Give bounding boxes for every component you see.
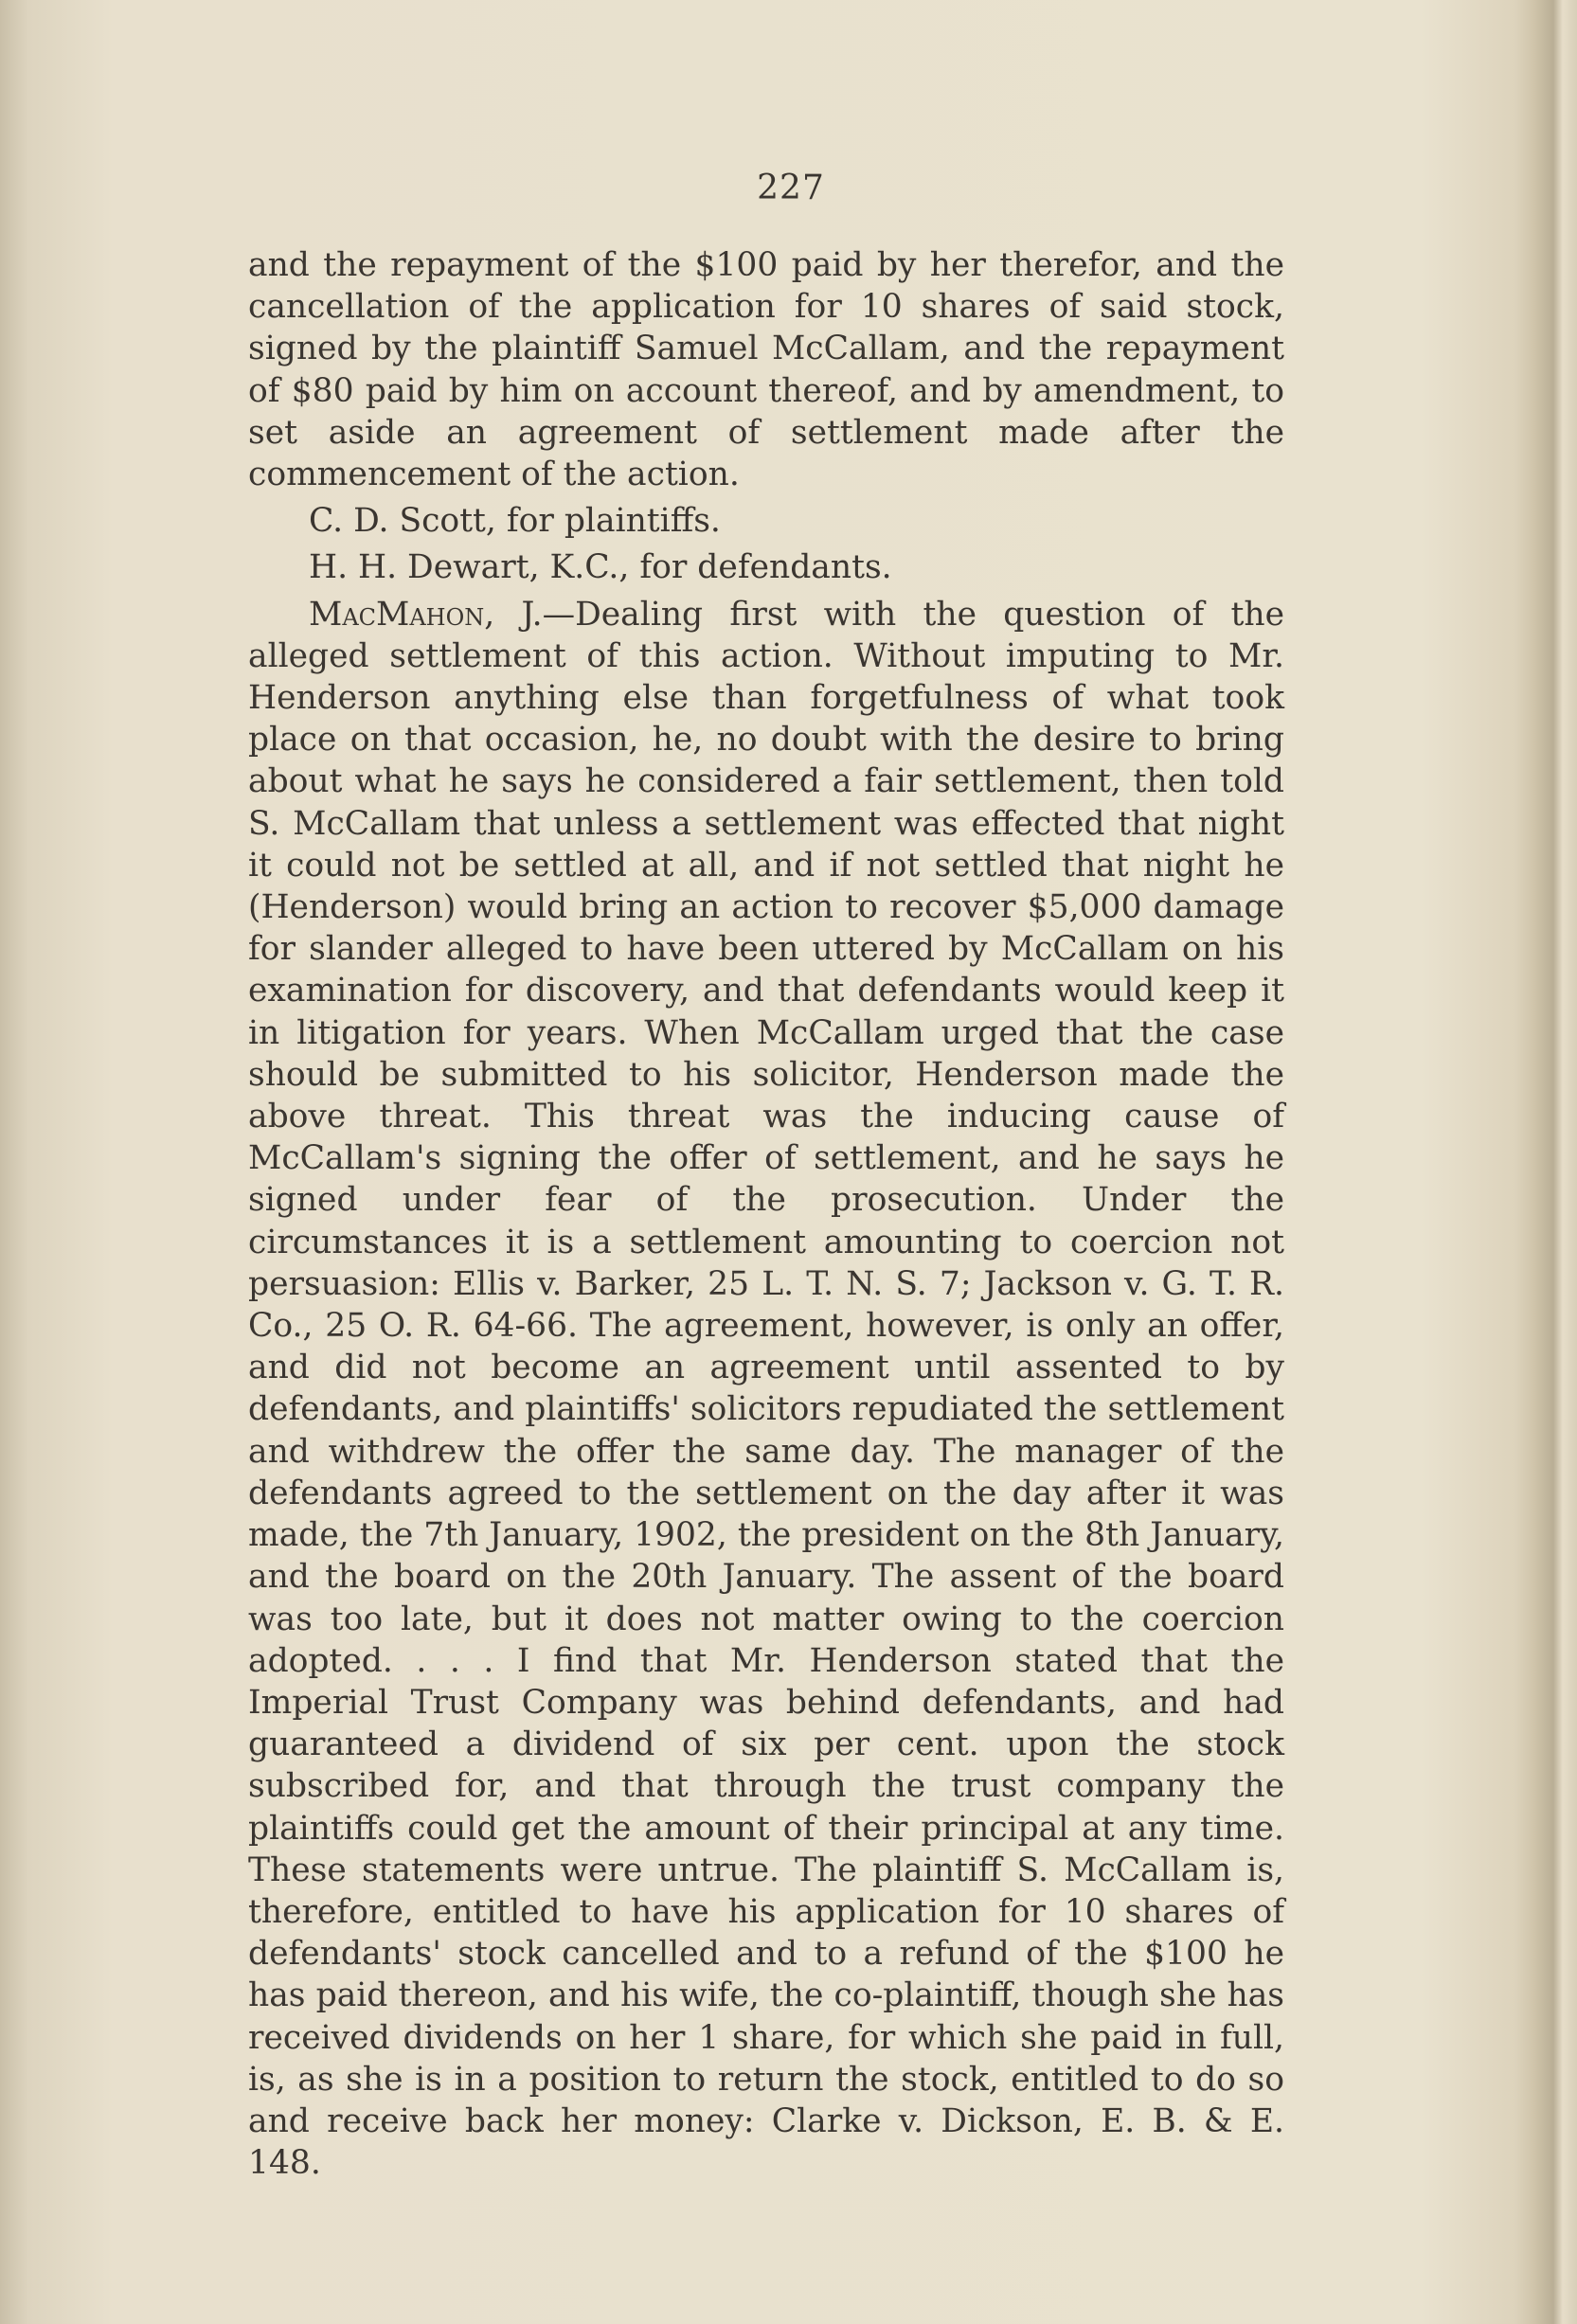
paragraph-counsel-defendants: H. H. Dewart, K.C., for defendants. bbox=[309, 548, 892, 587]
judgment-text: , J.—Dealing first with the question of the alleged settlement of this action. Without imputing to Mr. Henderson anything else than forgetfulness of what took place on that occasion, he, no doubt with the desire to bring about what he says he considered a fair settlement, then told S. McCallam that unless a settlement was effected that night it could not be settled at all, and if not settled that night he (Henderson) would bring an action to recover $5,000 damage for slander alleged to have been uttered by McCallam on his examination for discovery, and that defendants would keep it in litigation for years. When McCallam urged that the case should be submitted to his solicitor, Henderson made the above threat. This threat was the inducing cause of McCallam's signing the offer of settlement, and he says he signed under fear of the prosecution. Under the circumstances it is a settlement amounting to coercion not persuasion: Ellis v. Barker, 25 L. T. N. S. 7; Jackson v. G. T. R. Co., 25 O. R. 64-66. The agreement, however, is only an offer, and did not become an agreement until assented to by defendants, and plaintiffs' solicitors repudiated the settlement and withdrew the offer the same day. The manager of the defendants agreed to the settlement on the day after it was made, the 7th January, 1902, the president on the 8th January, and the board on the 20th January. The assent of the board was too late, but it does not matter owing to the coercion adopted. . . . I find that Mr. Henderson stated that the Imperial Trust Company was behind defendants, and had guaranteed a dividend of six per cent. upon the stock subscribed for, and that through the trust company the plaintiffs could get the amount of their principal at any time. These statements were untrue. The plaintiff S. McCallam is, therefore, entitled to have his application for 10 shares of defendants' stock cancelled and to a refund of the $100 he has paid thereon, and his wife, the co-plaintiff, though she has received dividends on her 1 share, for which she paid in full, is, as she is in a position to return the stock, entitled to do so and receive back her money: Clarke v. Dickson, E. B. & E. 148. bbox=[248, 595, 1284, 2183]
paragraph-counsel-plaintiffs: C. D. Scott, for plaintiffs. bbox=[309, 502, 721, 541]
page-body bbox=[248, 244, 1284, 2184]
judge-name: MacMahon bbox=[309, 595, 485, 634]
paragraph-judgment bbox=[248, 594, 1284, 2185]
page-number: 227 bbox=[757, 169, 825, 207]
paragraph-claim: and the repayment of the $100 paid by her therefor, and the cancellation of the application for 10 shares of said stock, signed by the plaintiff Samuel McCallam, and the repayment of $80 paid by him on account thereof, and by amendment, to set aside an agreement of settlement made after the commencement of the action. bbox=[248, 246, 1284, 494]
